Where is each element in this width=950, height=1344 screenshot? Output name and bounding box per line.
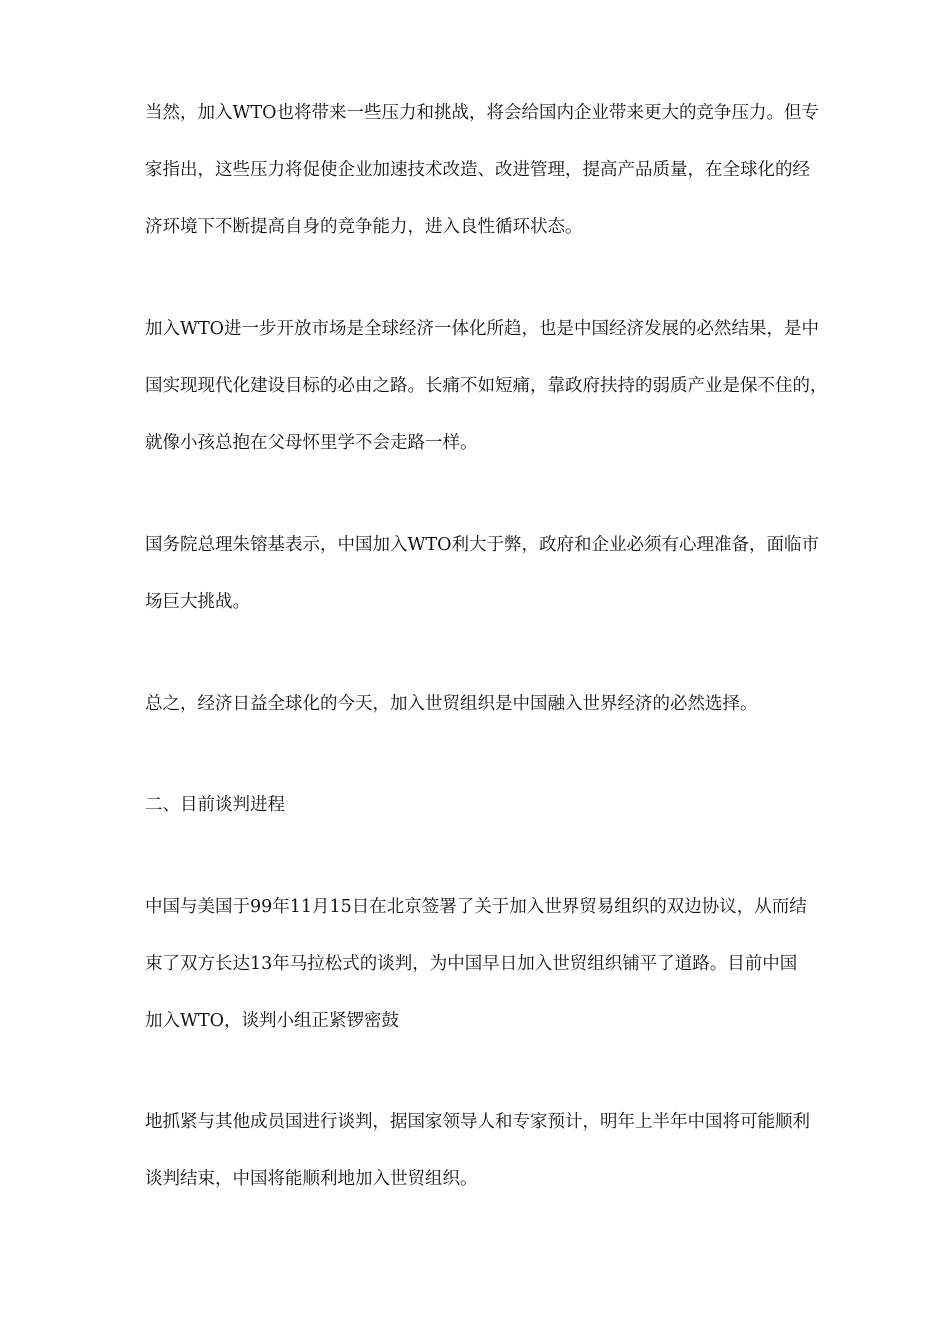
text-line: 家指出，这些压力将促使企业加速技术改造、改进管理，提高产品质量，在全球化的经 [145,160,810,180]
paragraph-open-market [145,301,885,472]
text-line: 济环境下不断提高自身的竞争能力，进入良性循环状态。 [145,217,583,237]
text-line: 总之，经济日益全球化的今天，加入世贸组织是中国融入世界经济的必然选择。 [145,694,758,714]
paragraph-wto-pressure [145,85,885,256]
paragraph-negotiation-forecast [145,1094,885,1208]
paragraph-negotiation-progress [145,879,885,1050]
text-line: 谈判结束，中国将能顺利地加入世贸组织。 [145,1169,478,1189]
text-line: 束了双方长达13年马拉松式的谈判，为中国早日加入世贸组织铺平了道路。目前中国 [145,954,798,974]
text-line: 就像小孩总抱在父母怀里学不会走路一样。 [145,433,478,453]
paragraph-conclusion [145,676,885,733]
text-line: 场巨大挑战。 [145,592,250,612]
text-line: 国务院总理朱镕基表示，中国加入WTO利大于弊，政府和企业必须有心理准备，面临市 [145,535,820,555]
text-line: 国实现现代化建设目标的必由之路。长痛不如短痛，靠政府扶持的弱质产业是保不住的， [145,376,828,396]
text-line: 加入WTO，谈判小组正紧锣密鼓 [145,1011,400,1031]
text-line: 地抓紧与其他成员国进行谈判，据国家领导人和专家预计，明年上半年中国将可能顺利 [145,1112,810,1132]
section-heading-text: 二、目前谈判进程 [145,795,285,815]
text-line: 加入WTO进一步开放市场是全球经济一体化所趋，也是中国经济发展的必然结果，是中 [145,319,820,339]
text-line: 当然，加入WTO也将带来一些压力和挑战，将会给国内企业带来更大的竞争压力。但专 [145,103,820,123]
paragraph-premier-statement [145,517,885,631]
section-heading [145,777,885,834]
text-line: 中国与美国于99年11月15日在北京签署了关于加入世界贸易组织的双边协议，从而结 [145,897,807,917]
